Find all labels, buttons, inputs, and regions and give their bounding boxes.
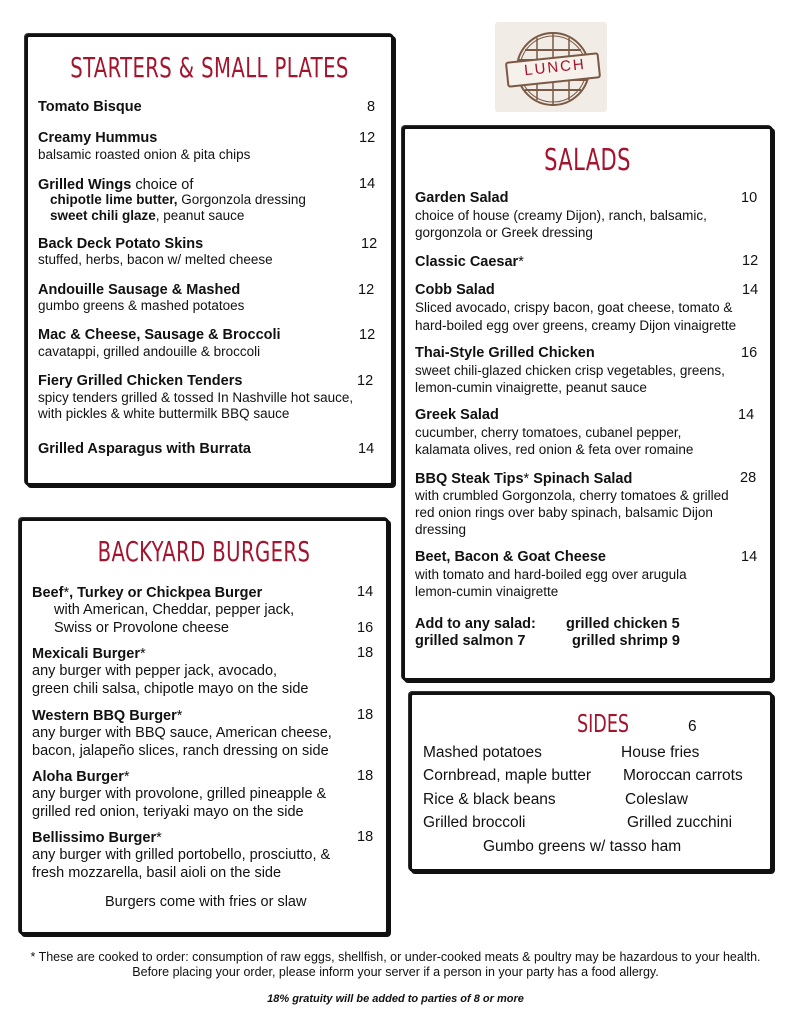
salad-desc: lemon-cumin vinaigrette [415, 584, 559, 599]
starter-desc: cavatappi, grilled andouille & broccoli [38, 344, 261, 359]
burger-price: 18 [357, 707, 374, 723]
starter-desc: with pickles & white buttermilk BBQ sauce [38, 406, 290, 421]
starter-price: 12 [361, 236, 378, 252]
salad-name: BBQ Steak Tips [415, 471, 524, 487]
salad-name: Thai-Style Grilled Chicken [415, 345, 595, 361]
salad-price: 28 [740, 470, 757, 486]
burger-asterisk: * [123, 769, 130, 785]
burger-desc: fresh mozzarella, basil aioli on the side [32, 865, 282, 881]
burger-desc: any burger with BBQ sauce, American cheese, [32, 725, 332, 741]
side-item: Rice & black beans [423, 791, 556, 808]
footer-allergy: Before placing your order, please inform your server if a person in your party has a food allergy. [132, 965, 659, 979]
salad-desc: dressing [415, 522, 467, 537]
burger-price: 18 [357, 768, 374, 784]
burger-desc: green chili salsa, chipotle mayo on the side [32, 681, 309, 697]
footer-disclaimer: * These are cooked to order: consumption of raw eggs, shellfish, or under-cooked meats & poultry may be hazardous to your health. [30, 950, 761, 964]
sides-section [409, 692, 773, 872]
starter-name: Andouille Sausage & Mashed [38, 282, 241, 298]
starter-name: Creamy Hummus [38, 130, 158, 146]
starters-section [25, 34, 394, 486]
starter-name: Fiery Grilled Chicken Tenders [38, 373, 243, 389]
salads-title: SALADS [544, 143, 631, 178]
starter-price: 14 [359, 176, 376, 192]
salad-name: Greek Salad [415, 407, 499, 423]
side-item: Mashed potatoes [423, 744, 542, 761]
starter-desc-rest: Gorgonzola dressing [177, 192, 306, 207]
burger-desc: any burger with grilled portobello, prosciutto, & [32, 847, 331, 863]
burger-name: Western BBQ Burger [32, 708, 177, 724]
burger-desc: grilled red onion, teriyaki mayo on the side [32, 804, 304, 820]
salad-desc: Sliced avocado, crispy bacon, goat cheese, tomato & [415, 300, 733, 315]
starter-price: 12 [359, 327, 376, 343]
burger-name-line [32, 645, 146, 663]
burger-asterisk: * [63, 585, 70, 601]
sides-title: SIDES [577, 709, 630, 738]
addon-salmon: grilled salmon 7 [415, 633, 526, 649]
starter-desc: gumbo greens & mashed potatoes [38, 298, 245, 313]
burger-price: 14 [357, 584, 374, 600]
footer-gratuity: 18% gratuity will be added to parties of 8 or more [267, 993, 524, 1005]
burger-note: Burgers come with fries or slaw [105, 894, 307, 910]
starter-desc-bold: sweet chili glaze [50, 208, 156, 223]
burger-name-line [32, 829, 162, 847]
addon-shrimp: grilled shrimp 9 [572, 633, 680, 649]
starter-desc: balsamic roasted onion & pita chips [38, 147, 251, 162]
starter-price: 14 [358, 441, 375, 457]
salad-desc: with crumbled Gorgonzola, cherry tomatoes & grilled [415, 488, 729, 503]
burger-asterisk: * [176, 708, 183, 724]
salad-desc: sweet chili-glazed chicken crisp vegetables, greens, [415, 363, 725, 378]
lunch-logo [495, 22, 607, 112]
burger-desc: Swiss or Provolone cheese [54, 620, 229, 636]
salad-asterisk: * [523, 471, 530, 487]
salad-desc: with tomato and hard-boiled egg over arugula [415, 567, 687, 582]
side-item: Gumbo greens w/ tasso ham [483, 838, 682, 855]
salad-asterisk: * [518, 254, 524, 270]
starter-desc [50, 208, 244, 223]
burger-name: Beef [32, 585, 64, 601]
burgers-section [19, 518, 389, 935]
salad-desc: kalamata olives, red onion & feta over romaine [415, 442, 694, 457]
starter-price: 12 [358, 282, 375, 298]
burger-name-line [32, 768, 130, 786]
addon-chicken: grilled chicken 5 [566, 616, 680, 632]
sides-price: 6 [688, 718, 697, 735]
salad-desc: hard-boiled egg over greens, creamy Dijon vinaigrette [415, 318, 737, 333]
starter-price: 12 [357, 373, 374, 389]
salad-name-rest: Spinach Salad [529, 471, 633, 487]
burger-desc: bacon, jalapeño slices, ranch dressing on side [32, 743, 329, 759]
burger-name-rest: , Turkey or Chickpea Burger [69, 585, 263, 601]
side-item: House fries [621, 744, 700, 761]
burger-desc: with American, Cheddar, pepper jack, [54, 602, 295, 618]
side-item: Moroccan carrots [623, 767, 743, 784]
burger-price-alt: 16 [357, 620, 374, 636]
burger-price: 18 [357, 645, 374, 661]
starter-name: Tomato Bisque [38, 99, 142, 115]
burger-name: Mexicali Burger [32, 646, 140, 662]
salad-name: Beet, Bacon & Goat Cheese [415, 549, 606, 565]
side-item: Grilled broccoli [423, 814, 526, 831]
starters-title: STARTERS & SMALL PLATES [70, 51, 349, 84]
starter-desc-rest: , peanut sauce [155, 208, 245, 223]
burger-name-line [32, 584, 262, 602]
addon-label: Add to any salad: [415, 616, 536, 632]
lunch-logo-text: LUNCH [523, 55, 587, 80]
starter-name: Grilled Asparagus with Burrata [38, 441, 251, 457]
salad-desc: lemon-cumin vinaigrette, peanut sauce [415, 380, 647, 395]
salad-name: Cobb Salad [415, 282, 495, 298]
salad-desc: choice of house (creamy Dijon), ranch, balsamic, [415, 208, 707, 223]
salad-name-line [415, 253, 524, 271]
starter-desc-bold: chipotle lime butter, [50, 192, 178, 207]
starter-name-suffix: choice of [131, 177, 194, 193]
side-item: Coleslaw [625, 791, 688, 808]
side-item: Grilled zucchini [627, 814, 733, 831]
salad-price: 14 [738, 407, 755, 423]
burger-price: 18 [357, 829, 374, 845]
starter-desc: stuffed, herbs, bacon w/ melted cheese [38, 252, 273, 267]
burger-name: Bellissimo Burger [32, 830, 157, 846]
salad-desc: gorgonzola or Greek dressing [415, 225, 593, 240]
burger-desc: any burger with pepper jack, avocado, [32, 663, 278, 679]
salad-price: 14 [741, 549, 758, 565]
salad-name: Garden Salad [415, 190, 509, 206]
salad-desc: red onion rings over baby spinach, balsamic Dijon [415, 505, 713, 520]
burger-desc: any burger with provolone, grilled pineapple & [32, 786, 327, 802]
salad-price: 16 [741, 345, 758, 361]
starter-price: 12 [359, 130, 376, 146]
starter-desc [50, 192, 306, 207]
starter-name: Back Deck Potato Skins [38, 236, 204, 252]
starter-name: Mac & Cheese, Sausage & Broccoli [38, 327, 281, 343]
starter-desc: spicy tenders grilled & tossed In Nashville hot sauce, [38, 390, 354, 405]
burger-name: Aloha Burger [32, 769, 124, 785]
salad-name: Classic Caesar [415, 254, 519, 270]
salads-section [402, 126, 773, 681]
burger-name-line [32, 707, 182, 725]
salad-desc: cucumber, cherry tomatoes, cubanel pepper, [415, 425, 682, 440]
salad-price: 10 [741, 190, 758, 206]
starter-price: 8 [367, 99, 376, 115]
burger-asterisk: * [156, 830, 162, 846]
salad-price: 14 [742, 282, 759, 298]
starter-name: Grilled Wings [38, 177, 132, 193]
burgers-title: BACKYARD BURGERS [97, 535, 311, 568]
salad-name-line [415, 470, 632, 488]
burger-asterisk: * [140, 646, 146, 662]
salad-price: 12 [742, 253, 759, 269]
side-item: Cornbread, maple butter [423, 767, 592, 784]
